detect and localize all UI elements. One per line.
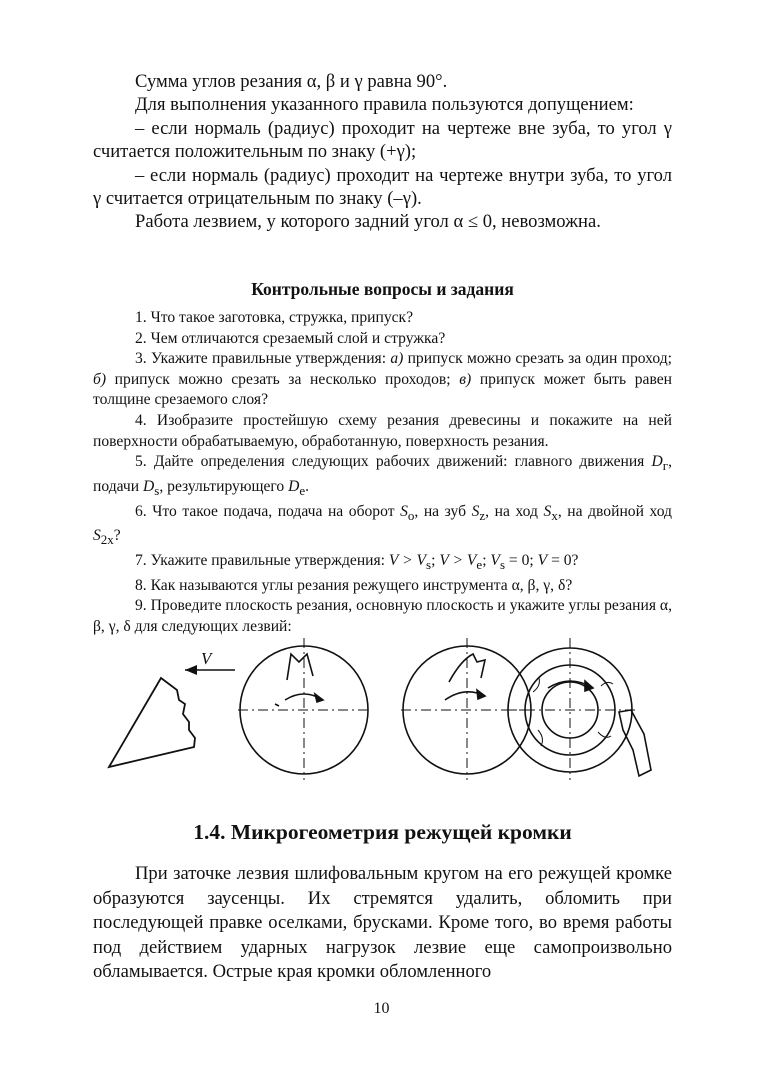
paragraph: – если нормаль (радиус) проходит на чертеже вне зуба, то угол γ считается положительным по знаку (+γ);	[93, 117, 672, 163]
expression: V > V	[388, 551, 427, 569]
symbol: S	[471, 502, 480, 520]
text: ;	[482, 551, 491, 569]
blade-1-outline	[109, 678, 195, 767]
paragraph: – если нормаль (радиус) проходит на чертеже внутри зуба, то угол γ считается отрицательным по знаку (–γ).	[93, 164, 672, 210]
symbol: D	[288, 477, 300, 495]
question-item: 2. Чем отличаются срезаемый слой и стружка?	[135, 329, 446, 347]
question-item: 1. Что такое заготовка, стружка, припуск?	[135, 309, 414, 326]
text: , на зуб	[414, 502, 472, 520]
expression: V	[490, 551, 500, 569]
figure-circle-2	[401, 638, 533, 780]
section-text	[93, 862, 672, 985]
arrow-head	[185, 665, 197, 675]
text: = 0;	[505, 551, 538, 569]
question-item	[93, 452, 672, 501]
option-marker: б)	[93, 370, 107, 388]
subscript: s	[426, 557, 432, 573]
text: припуск может быть равен толщине срезаемого слоя?	[93, 370, 672, 409]
paragraph: Сумма углов резания α, β и γ равна 90°.	[135, 71, 448, 92]
text: 7. Укажите правильные утверждения:	[135, 551, 389, 569]
subscript: e	[299, 482, 306, 498]
symbol: S	[543, 502, 552, 520]
text: = 0?	[547, 551, 579, 569]
subscript: e	[476, 557, 483, 573]
text: ?	[113, 527, 121, 545]
text: 6. Что такое подача, подача на оборот	[135, 502, 401, 520]
rotation-arrow	[275, 704, 279, 706]
tooth-shape	[287, 654, 313, 680]
question-item	[93, 551, 672, 576]
questions-heading: Контрольные вопросы и задания	[251, 279, 514, 299]
option-marker: а)	[390, 350, 404, 368]
page-number: 10	[373, 1000, 390, 1017]
symbol: D	[651, 453, 663, 471]
intro-text	[93, 70, 672, 234]
text: , результирующего	[159, 477, 289, 495]
symbol: S	[400, 502, 408, 520]
velocity-label: V	[201, 649, 212, 668]
text: 3. Укажите правильные утверждения:	[135, 350, 391, 368]
expression: V > V	[439, 551, 477, 569]
subscript: o	[407, 507, 415, 523]
text: , на двойной ход	[557, 502, 672, 520]
symbol: D	[143, 477, 155, 495]
text: , на ход	[485, 502, 544, 520]
blades-figure	[93, 630, 673, 790]
subscript: г	[662, 458, 669, 474]
symbol: S	[93, 527, 101, 545]
question-item: 4. Изобразите простейшую схему резания древесины и покажите на ней поверхности обрабатываемую, обработанную, поверхность резания.	[93, 411, 672, 450]
arrow-head	[585, 681, 593, 691]
blade-3-outline	[619, 710, 651, 776]
figure-blade-1	[109, 649, 235, 767]
paragraph: При заточке лезвия шлифовальным кругом на его режущей кромке образуются заусенцы. Их стремятся удалить, обломить при последующей правке оселками, брусками. Кроме того, во время работы под действием ударных нагрузок лезвие еще самопроизвольно обламывается. Острые края кромки обломленного	[93, 863, 672, 983]
figure-circle-1	[238, 638, 370, 780]
subscript: s	[154, 482, 160, 498]
text: припуск можно срезать за несколько проходов;	[106, 370, 460, 388]
paragraph: Для выполнения указанного правила пользуются допущением:	[135, 94, 634, 116]
paragraph: Работа лезвием, у которого задний угол α ≤ 0, невозможна.	[135, 211, 601, 233]
option-marker: в)	[459, 370, 472, 388]
text: , подачи	[93, 453, 672, 495]
subscript: x	[551, 507, 558, 523]
figure-circle-3	[505, 638, 651, 780]
question-item: 9. Проведите плоскость резания, основную плоскость и укажите углы резания α, β, γ, δ для следующих лезвий:	[93, 597, 672, 635]
question-item: 8. Как называются углы резания режущего инструмента α, β, γ, δ?	[135, 576, 573, 594]
text: припуск можно срезать за один проход;	[403, 350, 672, 368]
questions-list	[93, 308, 672, 637]
question-item	[93, 349, 672, 411]
arrow-head	[477, 690, 485, 699]
question-item	[93, 502, 672, 551]
subscript: 2x	[100, 532, 114, 548]
arrow-head	[315, 694, 323, 702]
section-title: 1.4. Микрогеометрия режущей кромки	[193, 820, 572, 844]
subscript: s	[499, 557, 506, 573]
subscript: z	[479, 507, 486, 523]
text: ;	[431, 551, 440, 569]
text: 5. Дайте определения следующих рабочих движений: главного движения	[135, 453, 652, 471]
expression: V	[537, 551, 548, 569]
text: .	[305, 477, 310, 495]
